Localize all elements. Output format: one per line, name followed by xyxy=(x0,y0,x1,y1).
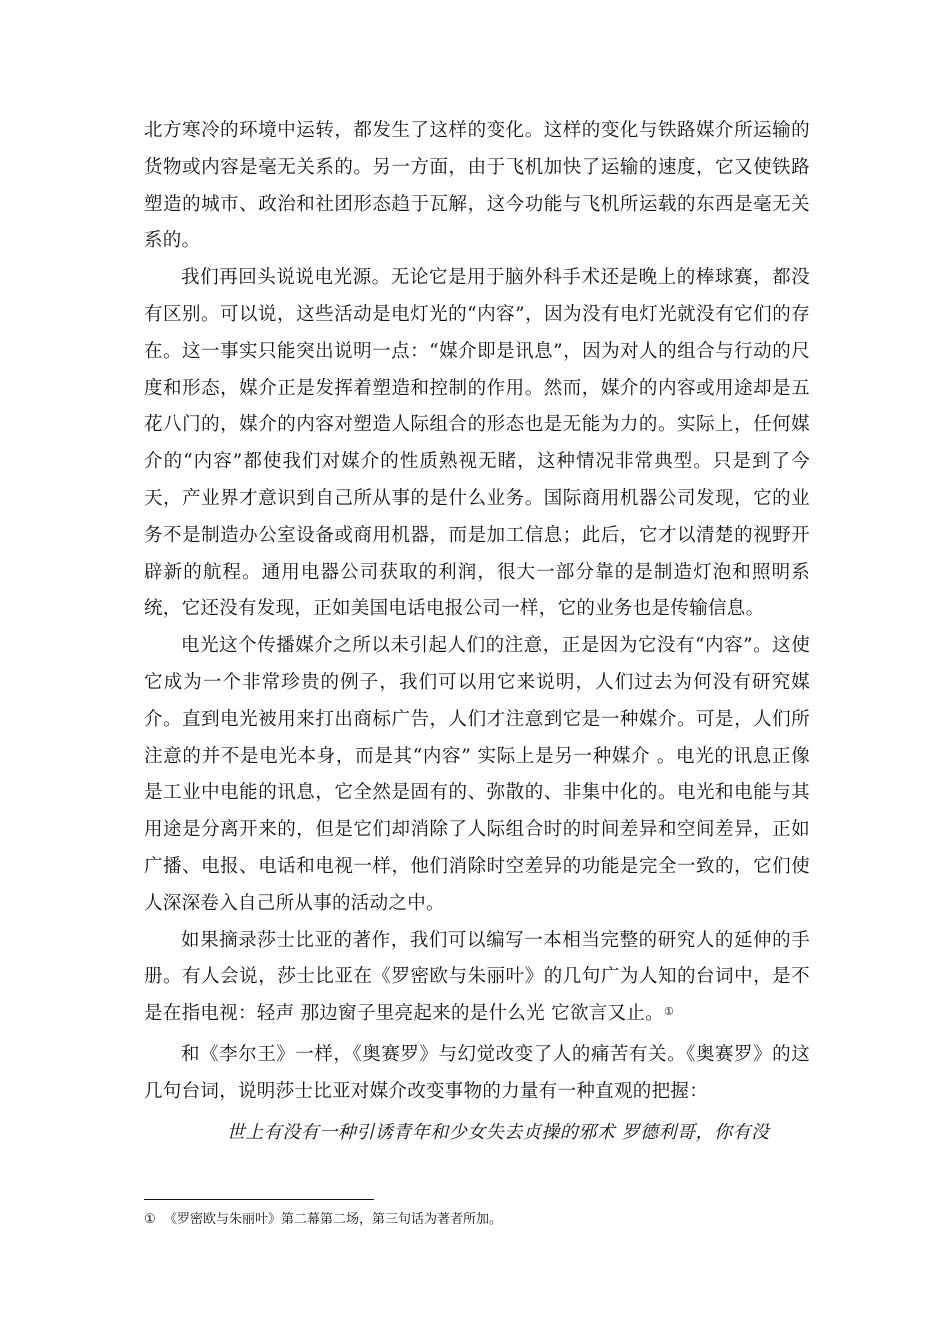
paragraph-4-text: 如果摘录莎士比亚的著作，我们可以编写一本相当完整的研究人的延伸的手册。有人会说，莎士比亚在《罗密欧与朱丽叶》的几句广为人知的台词中，是不是在指电视：轻声 那边窗子里亮起来的是什么光 它欲言又止。 xyxy=(144,929,810,1025)
block-quote: 世上有没有一种引诱青年和少女失去贞操的邪术 罗德利哥，你有没 xyxy=(226,1121,770,1143)
paragraph-4 xyxy=(144,923,810,1033)
paragraph-3: 电光这个传播媒介之所以未引起人们的注意，正是因为它没有“内容”。这使它成为一个非常珍贵的例子，我们可以用它来说明，人们过去为何没有研究媒介。直到电光被用来打出商标广告，人们才注意到它是一种媒介。可是，人们所注意的并不是电光本身，而是其“内容” 实际上是另一种媒介 。电光的讯息正像是工业中电能的讯息，它全然是固有的、弥散的、非集中化的。电光和电能与其用途是分离开来的，但是它们却消除了人际组合时的时间差异和空间差异，正如广播、电报、电话和电视一样，他们消除时空差异的功能是完全一致的，它们使人深深卷入自己所从事的活动之中。 xyxy=(144,635,810,914)
paragraph-2: 我们再回头说说电光源。无论它是用于脑外科手术还是晚上的棒球赛，都没有区别。可以说，这些活动是电灯光的“内容”，因为没有电灯光就没有它们的存在。这一事实只能突出说明一点：“媒介即是讯息”，因为对人的组合与行动的尺度和形态，媒介正是发挥着塑造和控制的作用。然而，媒介的内容或用途却是五花八门的，媒介的内容对塑造人际组合的形态也是无能为力的。实际上，任何媒介的“内容”都使我们对媒介的性质熟视无睹，这种情况非常典型。只是到了今天，产业界才意识到自己所从事的是什么业务。国际商用机器公司发现，它的业务不是制造办公室设备或商用机器，而是加工信息；此后，它才以清楚的视野开辟新的航程。通用电器公司获取的利润，很大一部分靠的是制造灯泡和照明系统，它还没有发现，正如美国电话电报公司一样，它的业务也是传输信息。 xyxy=(144,267,810,620)
footnote-mark: ① xyxy=(144,1212,156,1227)
footnote-text: 《罗密欧与朱丽叶》第二幕第二场，第三句话为著者所加。 xyxy=(164,1212,503,1227)
paragraph-1: 北方寒冷的环境中运转，都发生了这样的变化。这样的变化与铁路媒介所运输的货物或内容是毫无关系的。另一方面，由于飞机加快了运输的速度，它又使铁路塑造的城市、政治和社团形态趋于瓦解，这今功能与飞机所运载的东西是毫无关系的。 xyxy=(144,120,810,252)
footnote xyxy=(144,1210,810,1230)
body-text xyxy=(144,113,810,1151)
paragraph-5: 和《李尔王》一样，《奥赛罗》与幻觉改变了人的痛苦有关。《奥赛罗》的这几句台词，说明莎士比亚对媒介改变事物的力量有一种直观的把握： xyxy=(144,1043,810,1102)
footnote-divider xyxy=(144,1199,374,1200)
footnote-reference: ① xyxy=(663,1005,675,1019)
